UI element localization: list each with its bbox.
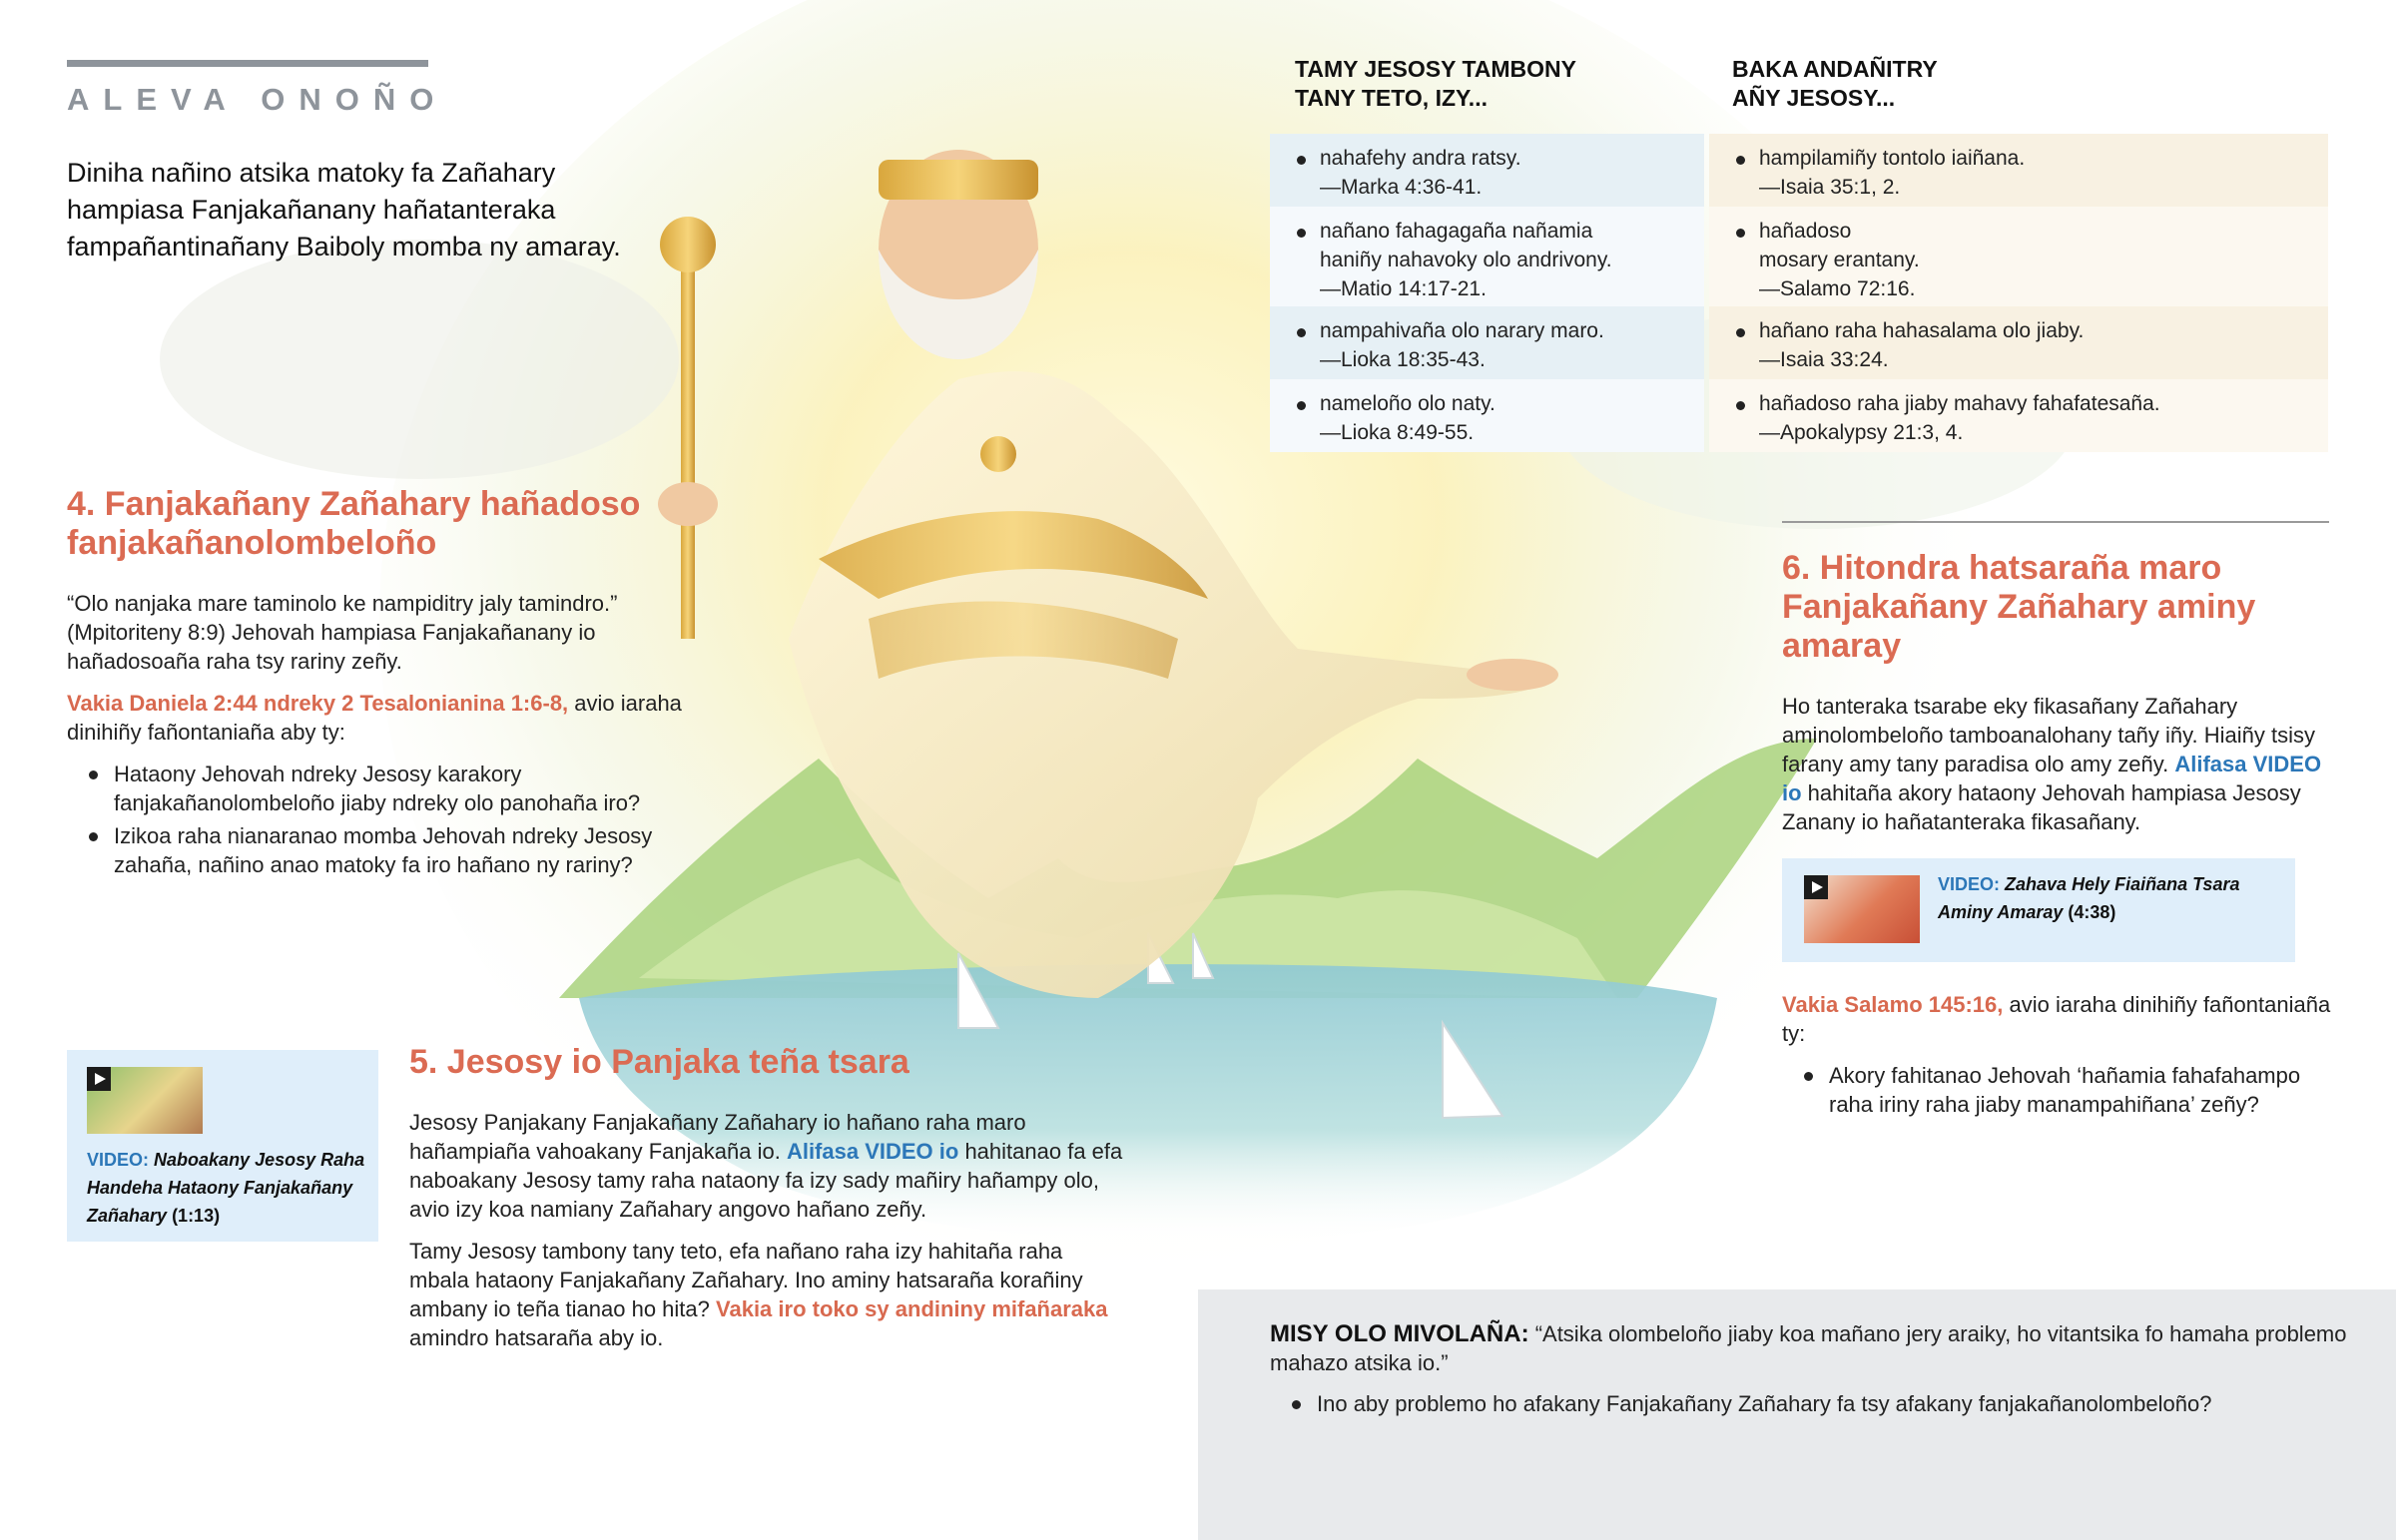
section-eyebrow: ALEVA ONOÑO — [67, 82, 448, 117]
table-cell: hañano raha hahasalama olo jiaby. —Isaia 33:24. — [1709, 306, 2328, 379]
read-instruction: avio iaraha dinihiñy fañontaniaña aby ty: — [67, 691, 682, 745]
section-5 — [409, 1043, 1128, 1365]
header-rule — [67, 60, 428, 67]
question-item: Hataony Jehovah ndreky Jesosy karakory fanjakañanolombeloño jiaby ndreky olo panohaña iro? — [114, 760, 706, 817]
section-6-text: hahitaña akory hataony Jehovah hampiasa Jesosy Zanany io hañatanteraka fikasañany. — [1782, 780, 2301, 834]
watch-video-link[interactable]: Alifasa VIDEO io — [1782, 752, 2322, 805]
video-card-5[interactable] — [67, 1050, 378, 1242]
section-4-para: “Olo nanjaka mare taminolo ke nampiditry jaly tamindro.” (Mpitoriteny 8:9) Jehovah hampiasa Fanjakañanany io hañadosoaña raha tsy rariny zeñy. — [67, 591, 618, 674]
table-cell: hañadoso mosary erantany. —Salamo 72:16. — [1709, 207, 2328, 306]
video-label: VIDEO: — [87, 1150, 150, 1170]
video-thumbnail[interactable] — [1804, 875, 1920, 943]
question-item: Akory fahitanao Jehovah ‘hañamia fahafahampo raha iriny raha jiaby manampahiñana’ zeñy? — [1829, 1061, 2331, 1119]
question-item: Ino aby problemo ho afakany Fanjakañany Zañahary fa tsy afakany fanjakañanolombeloño? — [1317, 1389, 2368, 1418]
section-6 — [1782, 549, 2331, 849]
section-5-text: Tamy Jesosy tambony tany teto, efa nañano raha izy hahitaña raha mbala hataony Fanjakañany Zañahary. Ino aminy hatsaraña korañiny ambany io teña tianao ho hita? — [409, 1239, 1083, 1321]
read-instruction: avio iaraha dinihiñy fañontaniaña ty: — [1782, 992, 2331, 1046]
video-title: Naboakany Jesosy Raha Handeha Hataony Fanjakañany Zañahary — [87, 1150, 365, 1226]
video-label: VIDEO: — [1938, 874, 2001, 894]
video-duration: (4:38) — [2068, 902, 2116, 922]
scripture-reference[interactable]: —Isaia 35:1, 2. — [1759, 176, 1901, 199]
table-cell: nañano fahagagaña nañamia haniñy nahavoky olo andrivony. —Matio 14:17-21. — [1270, 207, 1704, 306]
play-icon[interactable] — [87, 1067, 111, 1091]
scripture-reference-link[interactable]: Vakia Daniela 2:44 ndreky 2 Tesalonianina 1:6-8, — [67, 691, 569, 716]
watch-video-link[interactable]: Alifasa VIDEO io — [786, 1139, 959, 1164]
section-5-title: 5. Jesosy io Panjaka teña tsara — [409, 1043, 909, 1081]
video-title: Zahava Hely Fiaiñana Tsara Aminy Amaray — [1938, 874, 2240, 922]
scripture-reference[interactable]: —Apokalypsy 21:3, 4. — [1759, 421, 1964, 444]
scripture-reference[interactable]: —Isaia 33:24. — [1759, 348, 1889, 371]
scripture-reference-link[interactable]: Vakia Salamo 145:16, — [1782, 992, 2004, 1017]
scripture-reference[interactable]: —Matio 14:17-21. — [1320, 277, 1487, 300]
table-cell: nampahivaña olo narary maro. —Lioka 18:35-43. — [1270, 306, 1704, 379]
scripture-reference[interactable]: —Lioka 18:35-43. — [1320, 348, 1486, 371]
video-thumbnail[interactable] — [87, 1067, 203, 1134]
scripture-reference-link[interactable]: Vakia iro toko sy andininy mifañaraka — [716, 1296, 1108, 1321]
quote-text: “Atsika olombeloño jiaby koa mañano jery araiky, ho vitantsika fo hamaha problemo mahazo atsika io.” — [1270, 1321, 2347, 1375]
table-header-right: BAKA ANDAÑITRY AÑY JESOSY... — [1732, 56, 1938, 111]
section-6-text: Ho tanteraka tsarabe eky fikasañany Zañahary aminolombeloño tamboanalohany tañy iñy. Hiaiñy tsisy farany amy tany paradisa olo amy zeñy. — [1782, 694, 2315, 776]
scripture-reference[interactable]: —Salamo 72:16. — [1759, 277, 1916, 300]
section-5-text: hahitanao fa efa naboakany Jesosy tamy raha nataony fa izy sady mañiry hañampy olo, avio izy koa namiany Zañahary angovo hañano zeñy. — [409, 1139, 1123, 1222]
some-people-say-label: MISY OLO MIVOLAÑA: — [1270, 1320, 1529, 1347]
section-6-read — [1782, 990, 2331, 1123]
question-item: Izikoa raha nianaranao momba Jehovah ndreky Jesosy zahaña, nañino anao matoky fa iro hañano ny rariny? — [114, 821, 706, 879]
table-cell: nameloño olo naty. —Lioka 8:49-55. — [1270, 379, 1704, 452]
section-6-title: 6. Hitondra hatsaraña maro Fanjakañany Zañahary aminy amaray — [1782, 549, 2256, 665]
some-people-say-box — [1198, 1289, 2396, 1540]
video-card-6[interactable] — [1782, 858, 2295, 962]
section-4 — [67, 485, 706, 883]
question-list — [1270, 1389, 2368, 1418]
video-duration: (1:13) — [172, 1206, 221, 1226]
table-header-left: TAMY JESOSY TAMBONY TANY TETO, IZY... — [1295, 56, 1577, 111]
video-caption — [1938, 870, 2277, 926]
section-divider — [1782, 521, 2329, 523]
play-icon[interactable] — [1804, 875, 1828, 899]
question-list — [67, 760, 706, 879]
intro-text: Diniha nañino atsika matoky fa Zañahary hampiasa Fanjakañanany hañatanteraka fampañantinañany Baiboly momba ny amaray. — [67, 158, 621, 261]
section-5-text: amindro hatsaraña aby io. — [409, 1325, 664, 1350]
scripture-reference[interactable]: —Lioka 8:49-55. — [1320, 421, 1475, 444]
table-cell: hampilamiñy tontolo iaiñana. —Isaia 35:1, 2. — [1709, 134, 2328, 207]
section-4-title: 4. Fanjakañany Zañahary hañadoso fanjakañanolombeloño — [67, 485, 641, 562]
video-caption — [87, 1146, 366, 1230]
section-5-text: Jesosy Panjakany Fanjakañany Zañahary io hañano raha maro hañampiaña vahoakany Fanjakaña io. — [409, 1110, 1026, 1164]
table-cell: nahafehy andra ratsy. —Marka 4:36-41. — [1270, 134, 1704, 207]
table-cell: hañadoso raha jiaby mahavy fahafatesaña. —Apokalypsy 21:3, 4. — [1709, 379, 2328, 452]
scripture-reference[interactable]: —Marka 4:36-41. — [1320, 176, 1483, 199]
question-list — [1782, 1061, 2331, 1119]
